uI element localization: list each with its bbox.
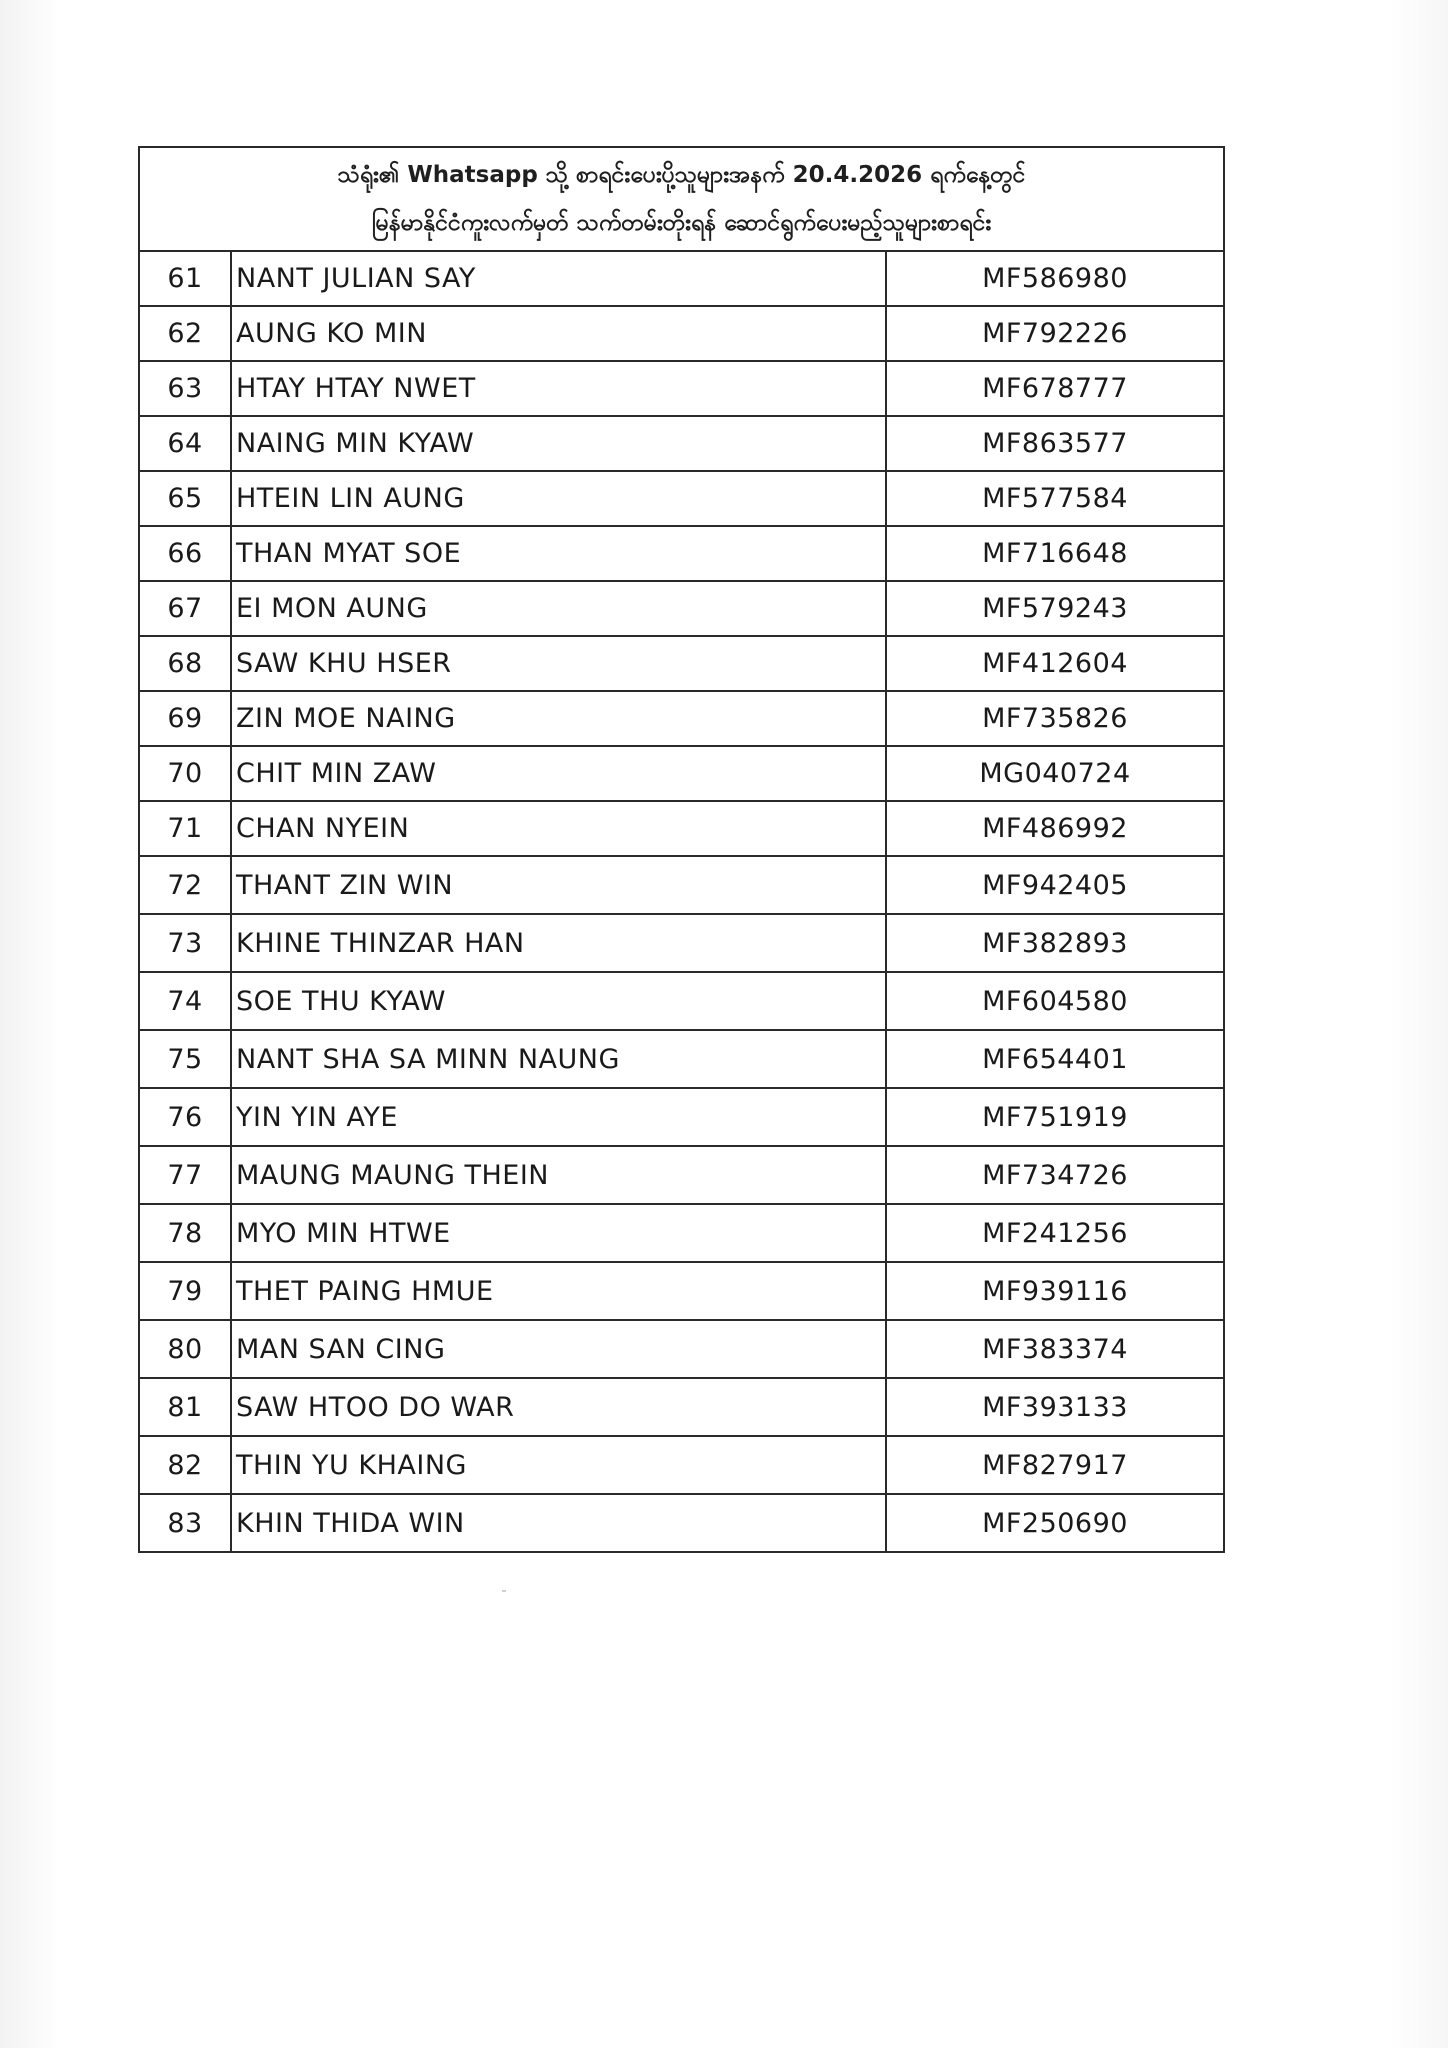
row-number: 76 [139,1088,231,1146]
row-passport-number: MG040724 [886,746,1224,801]
scan-shadow-right [1388,0,1448,2048]
table-row [139,691,1224,746]
row-name: SAW KHU HSER [231,636,886,691]
header-line-1: သံရုံး၏ Whatsapp သို့ စာရင်းပေးပို့သူများအနက် 20.4.2026 ရက်နေ့တွင် [337,162,1026,188]
row-passport-number: MF486992 [886,801,1224,856]
row-passport-number: MF678777 [886,361,1224,416]
row-name: YIN YIN AYE [231,1088,886,1146]
row-name: CHAN NYEIN [231,801,886,856]
table-row [139,1204,1224,1262]
row-number: 67 [139,581,231,636]
row-number: 66 [139,526,231,581]
table-row [139,1494,1224,1552]
row-number: 71 [139,801,231,856]
row-number: 79 [139,1262,231,1320]
row-number: 63 [139,361,231,416]
table-row [139,1030,1224,1088]
row-passport-number: MF383374 [886,1320,1224,1378]
table-row [139,1320,1224,1378]
row-name: AUNG KO MIN [231,306,886,361]
row-number: 61 [139,251,231,306]
row-number: 75 [139,1030,231,1088]
row-number: 69 [139,691,231,746]
row-passport-number: MF577584 [886,471,1224,526]
row-passport-number: MF863577 [886,416,1224,471]
row-name: CHIT MIN ZAW [231,746,886,801]
row-passport-number: MF716648 [886,526,1224,581]
row-passport-number: MF792226 [886,306,1224,361]
table-row [139,1378,1224,1436]
table-row [139,856,1224,914]
row-passport-number: MF579243 [886,581,1224,636]
row-number: 74 [139,972,231,1030]
table-row [139,251,1224,306]
passport-renewal-table [138,146,1225,1553]
row-name: HTAY HTAY NWET [231,361,886,416]
row-passport-number: MF241256 [886,1204,1224,1262]
row-passport-number: MF751919 [886,1088,1224,1146]
row-name: SOE THU KYAW [231,972,886,1030]
row-name: THAN MYAT SOE [231,526,886,581]
row-name: MAN SAN CING [231,1320,886,1378]
row-name: KHIN THIDA WIN [231,1494,886,1552]
row-name: MYO MIN HTWE [231,1204,886,1262]
row-number: 81 [139,1378,231,1436]
row-passport-number: MF654401 [886,1030,1224,1088]
table-row [139,306,1224,361]
table-row [139,361,1224,416]
row-passport-number: MF412604 [886,636,1224,691]
row-name: SAW HTOO DO WAR [231,1378,886,1436]
table-row [139,1436,1224,1494]
row-name: ZIN MOE NAING [231,691,886,746]
row-number: 83 [139,1494,231,1552]
row-number: 72 [139,856,231,914]
row-name: THIN YU KHAING [231,1436,886,1494]
row-number: 65 [139,471,231,526]
scan-shadow-left [0,0,60,2048]
row-number: 80 [139,1320,231,1378]
row-name: NANT JULIAN SAY [231,251,886,306]
row-passport-number: MF586980 [886,251,1224,306]
row-passport-number: MF604580 [886,972,1224,1030]
row-name: NAING MIN KYAW [231,416,886,471]
row-number: 64 [139,416,231,471]
row-number: 62 [139,306,231,361]
row-number: 70 [139,746,231,801]
table-header [139,147,1224,251]
row-passport-number: MF382893 [886,914,1224,972]
row-name: THET PAING HMUE [231,1262,886,1320]
table-row [139,1262,1224,1320]
table-row [139,1088,1224,1146]
row-passport-number: MF939116 [886,1262,1224,1320]
row-number: 78 [139,1204,231,1262]
row-passport-number: MF827917 [886,1436,1224,1494]
row-name: THANT ZIN WIN [231,856,886,914]
table-row [139,746,1224,801]
row-name: EI MON AUNG [231,581,886,636]
row-passport-number: MF734726 [886,1146,1224,1204]
table-row [139,801,1224,856]
table-row [139,471,1224,526]
row-number: 73 [139,914,231,972]
row-name: NANT SHA SA MINN NAUNG [231,1030,886,1088]
row-passport-number: MF735826 [886,691,1224,746]
table-row [139,416,1224,471]
row-name: HTEIN LIN AUNG [231,471,886,526]
header-line-2: မြန်မာနိုင်ငံကူးလက်မှတ် သက်တမ်းတိုးရန် ဆောင်ရွက်ပေးမည့်သူများစာရင်း [371,210,992,236]
row-passport-number: MF942405 [886,856,1224,914]
scan-speck [502,1590,506,1592]
table-row [139,972,1224,1030]
row-number: 77 [139,1146,231,1204]
row-number: 82 [139,1436,231,1494]
row-passport-number: MF393133 [886,1378,1224,1436]
table-row [139,526,1224,581]
row-name: MAUNG MAUNG THEIN [231,1146,886,1204]
table-row [139,636,1224,691]
table-row [139,1146,1224,1204]
row-number: 68 [139,636,231,691]
table-row [139,914,1224,972]
row-passport-number: MF250690 [886,1494,1224,1552]
table-header-row [139,147,1224,251]
table-row [139,581,1224,636]
row-name: KHINE THINZAR HAN [231,914,886,972]
